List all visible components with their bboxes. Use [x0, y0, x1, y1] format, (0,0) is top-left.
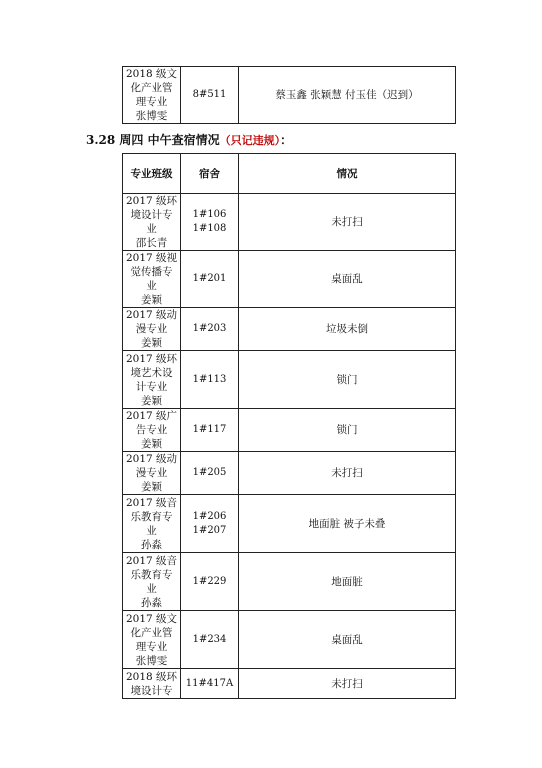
- room-cell: 11#417A: [181, 669, 239, 699]
- class-cell: 2017 级视 觉传播专 业 姜颖: [123, 251, 181, 308]
- header-class: 专业班级: [123, 154, 181, 194]
- room-cell: 1#206 1#207: [181, 495, 239, 553]
- class-cell: 2017 级音 乐教育专 业 孙淼: [123, 553, 181, 611]
- table-row: [123, 611, 456, 669]
- room-cell: 1#201: [181, 251, 239, 308]
- room-cell: 1#106 1#108: [181, 194, 239, 251]
- situation-cell: 蔡玉鑫 张颖慧 付玉佳（迟到）: [239, 67, 456, 124]
- class-cell: 2018 级环 境设计专: [123, 669, 181, 699]
- table-row: [123, 308, 456, 351]
- table-row: [123, 194, 456, 251]
- class-cell: 2017 级动 漫专业 姜颖: [123, 308, 181, 351]
- heading-text: 3.28 周四 中午查宿情况: [86, 133, 220, 147]
- situation-cell: 未打扫: [239, 194, 456, 251]
- situation-cell: 锁门: [239, 409, 456, 452]
- room-cell: 1#205: [181, 452, 239, 495]
- previous-inspection-table: [122, 66, 456, 124]
- situation-cell: 锁门: [239, 351, 456, 409]
- class-cell: 2017 级环 境艺术设 计专业 姜颖: [123, 351, 181, 409]
- heading-note: （只记违规）: [219, 134, 281, 147]
- heading-colon: ：: [280, 133, 293, 147]
- table-header-row: [123, 154, 456, 194]
- situation-cell: 未打扫: [239, 452, 456, 495]
- situation-cell: 垃圾未倒: [239, 308, 456, 351]
- class-cell: 2017 级文 化产业管 理专业 张博雯: [123, 611, 181, 669]
- noon-inspection-table: [122, 153, 456, 699]
- class-cell: 2018 级文 化产业管 理专业 张博雯: [123, 67, 181, 124]
- situation-cell: 桌面乱: [239, 611, 456, 669]
- room-cell: 8#511: [181, 67, 239, 124]
- situation-cell: 未打扫: [239, 669, 456, 699]
- class-cell: 2017 级动 漫专业 姜颖: [123, 452, 181, 495]
- table-row: [123, 452, 456, 495]
- table-row: [123, 409, 456, 452]
- room-cell: 1#113: [181, 351, 239, 409]
- table-row: [123, 495, 456, 553]
- class-cell: 2017 级广 告专业 姜颖: [123, 409, 181, 452]
- table-row: [123, 351, 456, 409]
- class-cell: 2017 级音 乐教育专 业 孙淼: [123, 495, 181, 553]
- table-row: [123, 553, 456, 611]
- situation-cell: 地面脏 被子未叠: [239, 495, 456, 553]
- table-row: [123, 67, 456, 124]
- table-row: [123, 251, 456, 308]
- room-cell: 1#203: [181, 308, 239, 351]
- situation-cell: 桌面乱: [239, 251, 456, 308]
- situation-cell: 地面脏: [239, 553, 456, 611]
- header-room: 宿舍: [181, 154, 239, 194]
- room-cell: 1#229: [181, 553, 239, 611]
- class-cell: 2017 级环 境设计专 业 邵长青: [123, 194, 181, 251]
- room-cell: 1#234: [181, 611, 239, 669]
- room-cell: 1#117: [181, 409, 239, 452]
- header-situation: 情况: [239, 154, 456, 194]
- table-row: [123, 669, 456, 699]
- section-heading: [86, 131, 292, 148]
